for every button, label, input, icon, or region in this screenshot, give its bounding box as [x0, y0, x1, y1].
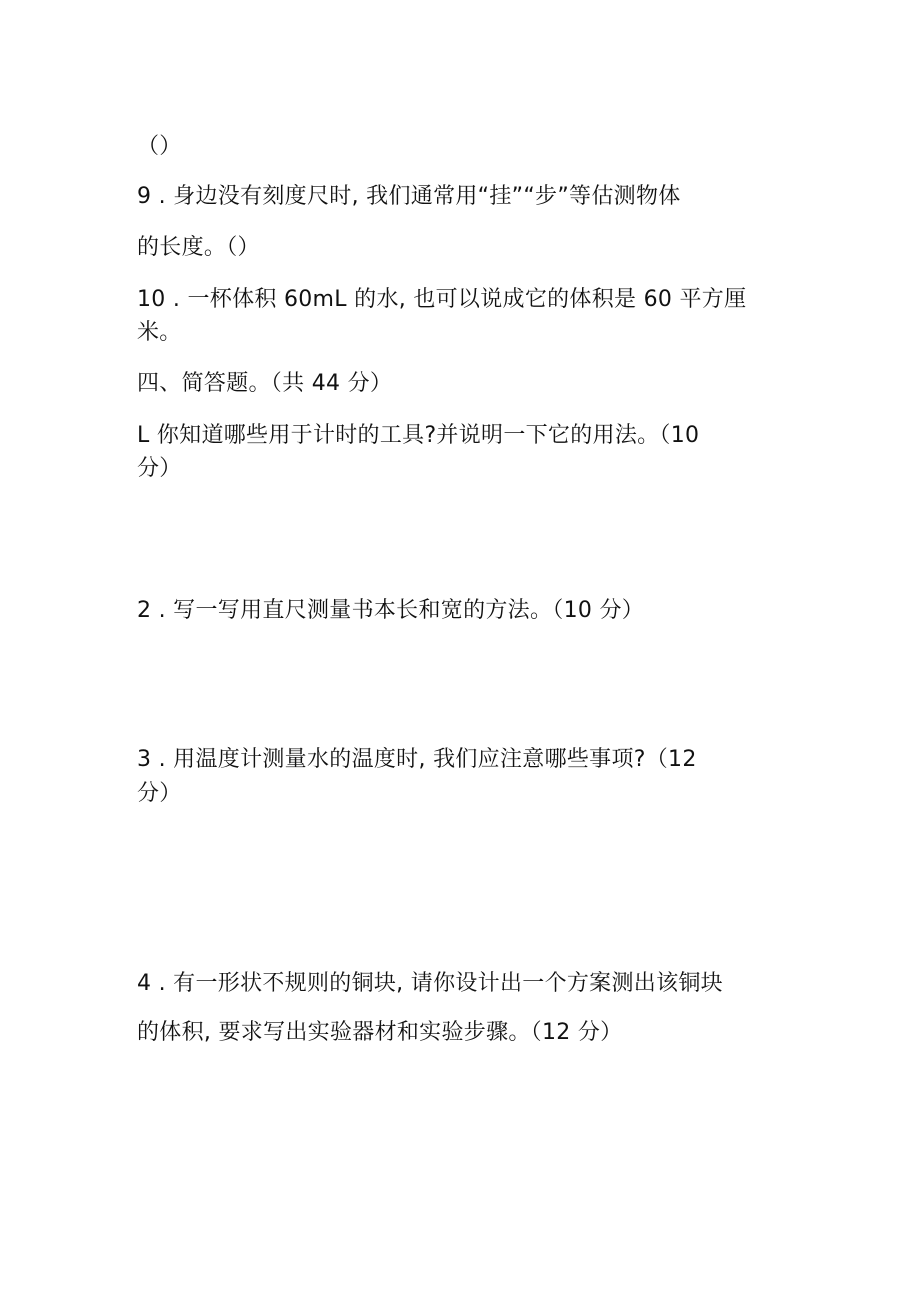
short-answer-4-line-2: 的体积, 要求写出实验器材和实验步骤。（12 分）	[137, 1020, 623, 1045]
question-9-line-2: 的长度。（）	[137, 235, 260, 260]
short-answer-3-line-1: 3 . 用温度计测量水的温度时, 我们应注意哪些事项?（12	[137, 747, 697, 772]
short-answer-2: 2 . 写一写用直尺测量书本长和宽的方法。（10 分）	[137, 598, 645, 623]
question-10-line-1: 10 . 一杯体积 60mL 的水, 也可以说成它的体积是 60 平方厘	[137, 287, 747, 312]
question-10-line-2: 米。	[137, 320, 182, 345]
short-answer-4-line-1: 4 . 有一形状不规则的铜块, 请你设计出一个方案测出该铜块	[137, 971, 723, 996]
short-answer-1-line-2: 分）	[137, 456, 182, 481]
short-answer-1-line-1: L 你知道哪些用于计时的工具?并说明一下它的用法。（10	[137, 423, 700, 448]
question-9-line-1: 9 . 身边没有刻度尺时, 我们通常用“挂”“步”等估测物体	[137, 184, 681, 209]
answer-blank-8: （）	[137, 134, 182, 159]
short-answer-3-line-2: 分）	[137, 781, 182, 806]
section-heading-short-answer: 四、简答题。（共 44 分）	[137, 371, 393, 396]
